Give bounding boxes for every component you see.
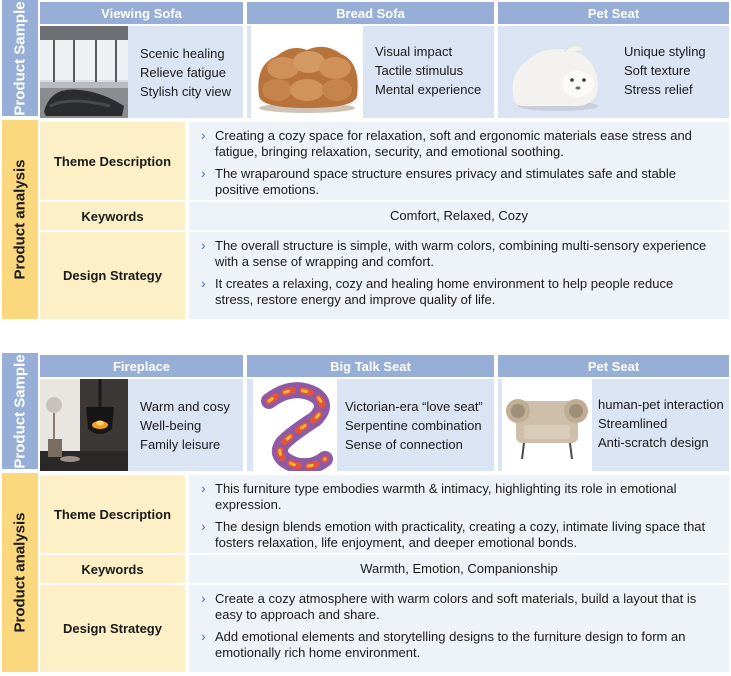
feature-item: Mental experience	[375, 82, 482, 97]
product-cell	[247, 26, 494, 118]
design-strategy-label: Design Strategy	[40, 585, 185, 672]
feature-list	[375, 42, 481, 99]
bullet-item: › Creating a cozy space for relaxation, soft and ergonomic materials ease stress and fatigue, bringing relaxation, security, and emotional soothing.	[215, 128, 715, 160]
feature-item: Streamlined	[598, 416, 668, 431]
feature-list	[624, 42, 706, 99]
feature-item: Anti-scratch design	[598, 435, 709, 450]
viewing-sofa-image	[40, 26, 128, 118]
keywords-text: Warmth, Emotion, Companionship	[189, 555, 729, 583]
feature-item: Unique styling	[624, 44, 706, 59]
fireplace-image	[40, 379, 128, 471]
feature-list	[140, 397, 230, 454]
bullet-item: › This furniture type embodies warmth & intimacy, highlighting its role in emotional expression.	[215, 481, 715, 513]
keywords-text: Comfort, Relaxed, Cozy	[189, 202, 729, 230]
feature-list	[598, 395, 724, 452]
bullet-item: › The wraparound space structure ensures privacy and stimulates safe and stable positive emotions.	[215, 166, 715, 198]
theme-description-label: Theme Description	[40, 475, 185, 553]
product-header: Big Talk Seat	[247, 355, 494, 377]
product-cell	[40, 26, 243, 118]
bullet-item: › Add emotional elements and storytelling designs to the furniture design to form an emotionally rich home environment.	[215, 629, 715, 661]
product-header: Bread Sofa	[247, 2, 494, 24]
feature-item: Stress relief	[624, 82, 693, 97]
keywords-label: Keywords	[40, 202, 185, 230]
feature-item: Scenic healing	[140, 46, 225, 61]
product-header: Viewing Sofa	[40, 2, 243, 24]
feature-item: Warm and cosy	[140, 399, 230, 414]
feature-item: Relieve fatigue	[140, 65, 226, 80]
keywords-label: Keywords	[40, 555, 185, 583]
design-strategy-text	[189, 585, 729, 672]
theme-description-text	[189, 122, 729, 200]
side-label-product-sample: Product Sample	[2, 353, 38, 469]
bread-sofa-image	[251, 26, 363, 118]
feature-item: Well-being	[140, 418, 202, 433]
feature-item: Serpentine combination	[345, 418, 482, 433]
feature-item: Family leisure	[140, 437, 221, 452]
feature-item: Victorian-era “love seat”	[345, 399, 483, 414]
feature-item: Stylish city view	[140, 84, 232, 99]
feature-list	[345, 397, 483, 454]
design-strategy-label: Design Strategy	[40, 232, 185, 319]
feature-item: Tactile stimulus	[375, 63, 464, 78]
product-cell	[40, 379, 243, 471]
product-cell	[498, 26, 729, 118]
pet-seat-armchair-image	[502, 379, 592, 471]
pet-seat-image	[504, 26, 604, 118]
feature-item: human-pet interaction	[598, 397, 724, 412]
product-cell	[247, 379, 494, 471]
feature-item: Soft texture	[624, 63, 691, 78]
side-label-product-analysis: Product analysis	[2, 120, 38, 319]
design-strategy-text	[189, 232, 729, 319]
theme-description-text	[189, 475, 729, 553]
product-header: Fireplace	[40, 355, 243, 377]
bullet-item: › The overall structure is simple, with warm colors, combining multi-sensory experience with a sense of wrapping and comfort.	[215, 238, 715, 270]
bullet-item: › Create a cozy atmosphere with warm colors and soft materials, build a layout that is easy to approach and share.	[215, 591, 715, 623]
feature-item: Visual impact	[375, 44, 453, 59]
product-cell	[498, 379, 729, 471]
theme-description-label: Theme Description	[40, 122, 185, 200]
bullet-item: › It creates a relaxing, cozy and healing home environment to help people reduce stress, restore energy and improve quality of life.	[215, 276, 715, 308]
feature-list	[140, 44, 231, 101]
bullet-item: › The design blends emotion with practicality, creating a cozy, intimate living space that fosters relaxation, life enjoyment, and deeper emotional bonds.	[215, 519, 715, 551]
side-label-product-analysis: Product analysis	[2, 473, 38, 672]
big-talk-seat-image	[253, 379, 337, 471]
product-header: Pet Seat	[498, 355, 729, 377]
side-label-product-sample: Product Sample	[2, 0, 38, 116]
feature-item: Sense of connection	[345, 437, 463, 452]
product-header: Pet Seat	[498, 2, 729, 24]
